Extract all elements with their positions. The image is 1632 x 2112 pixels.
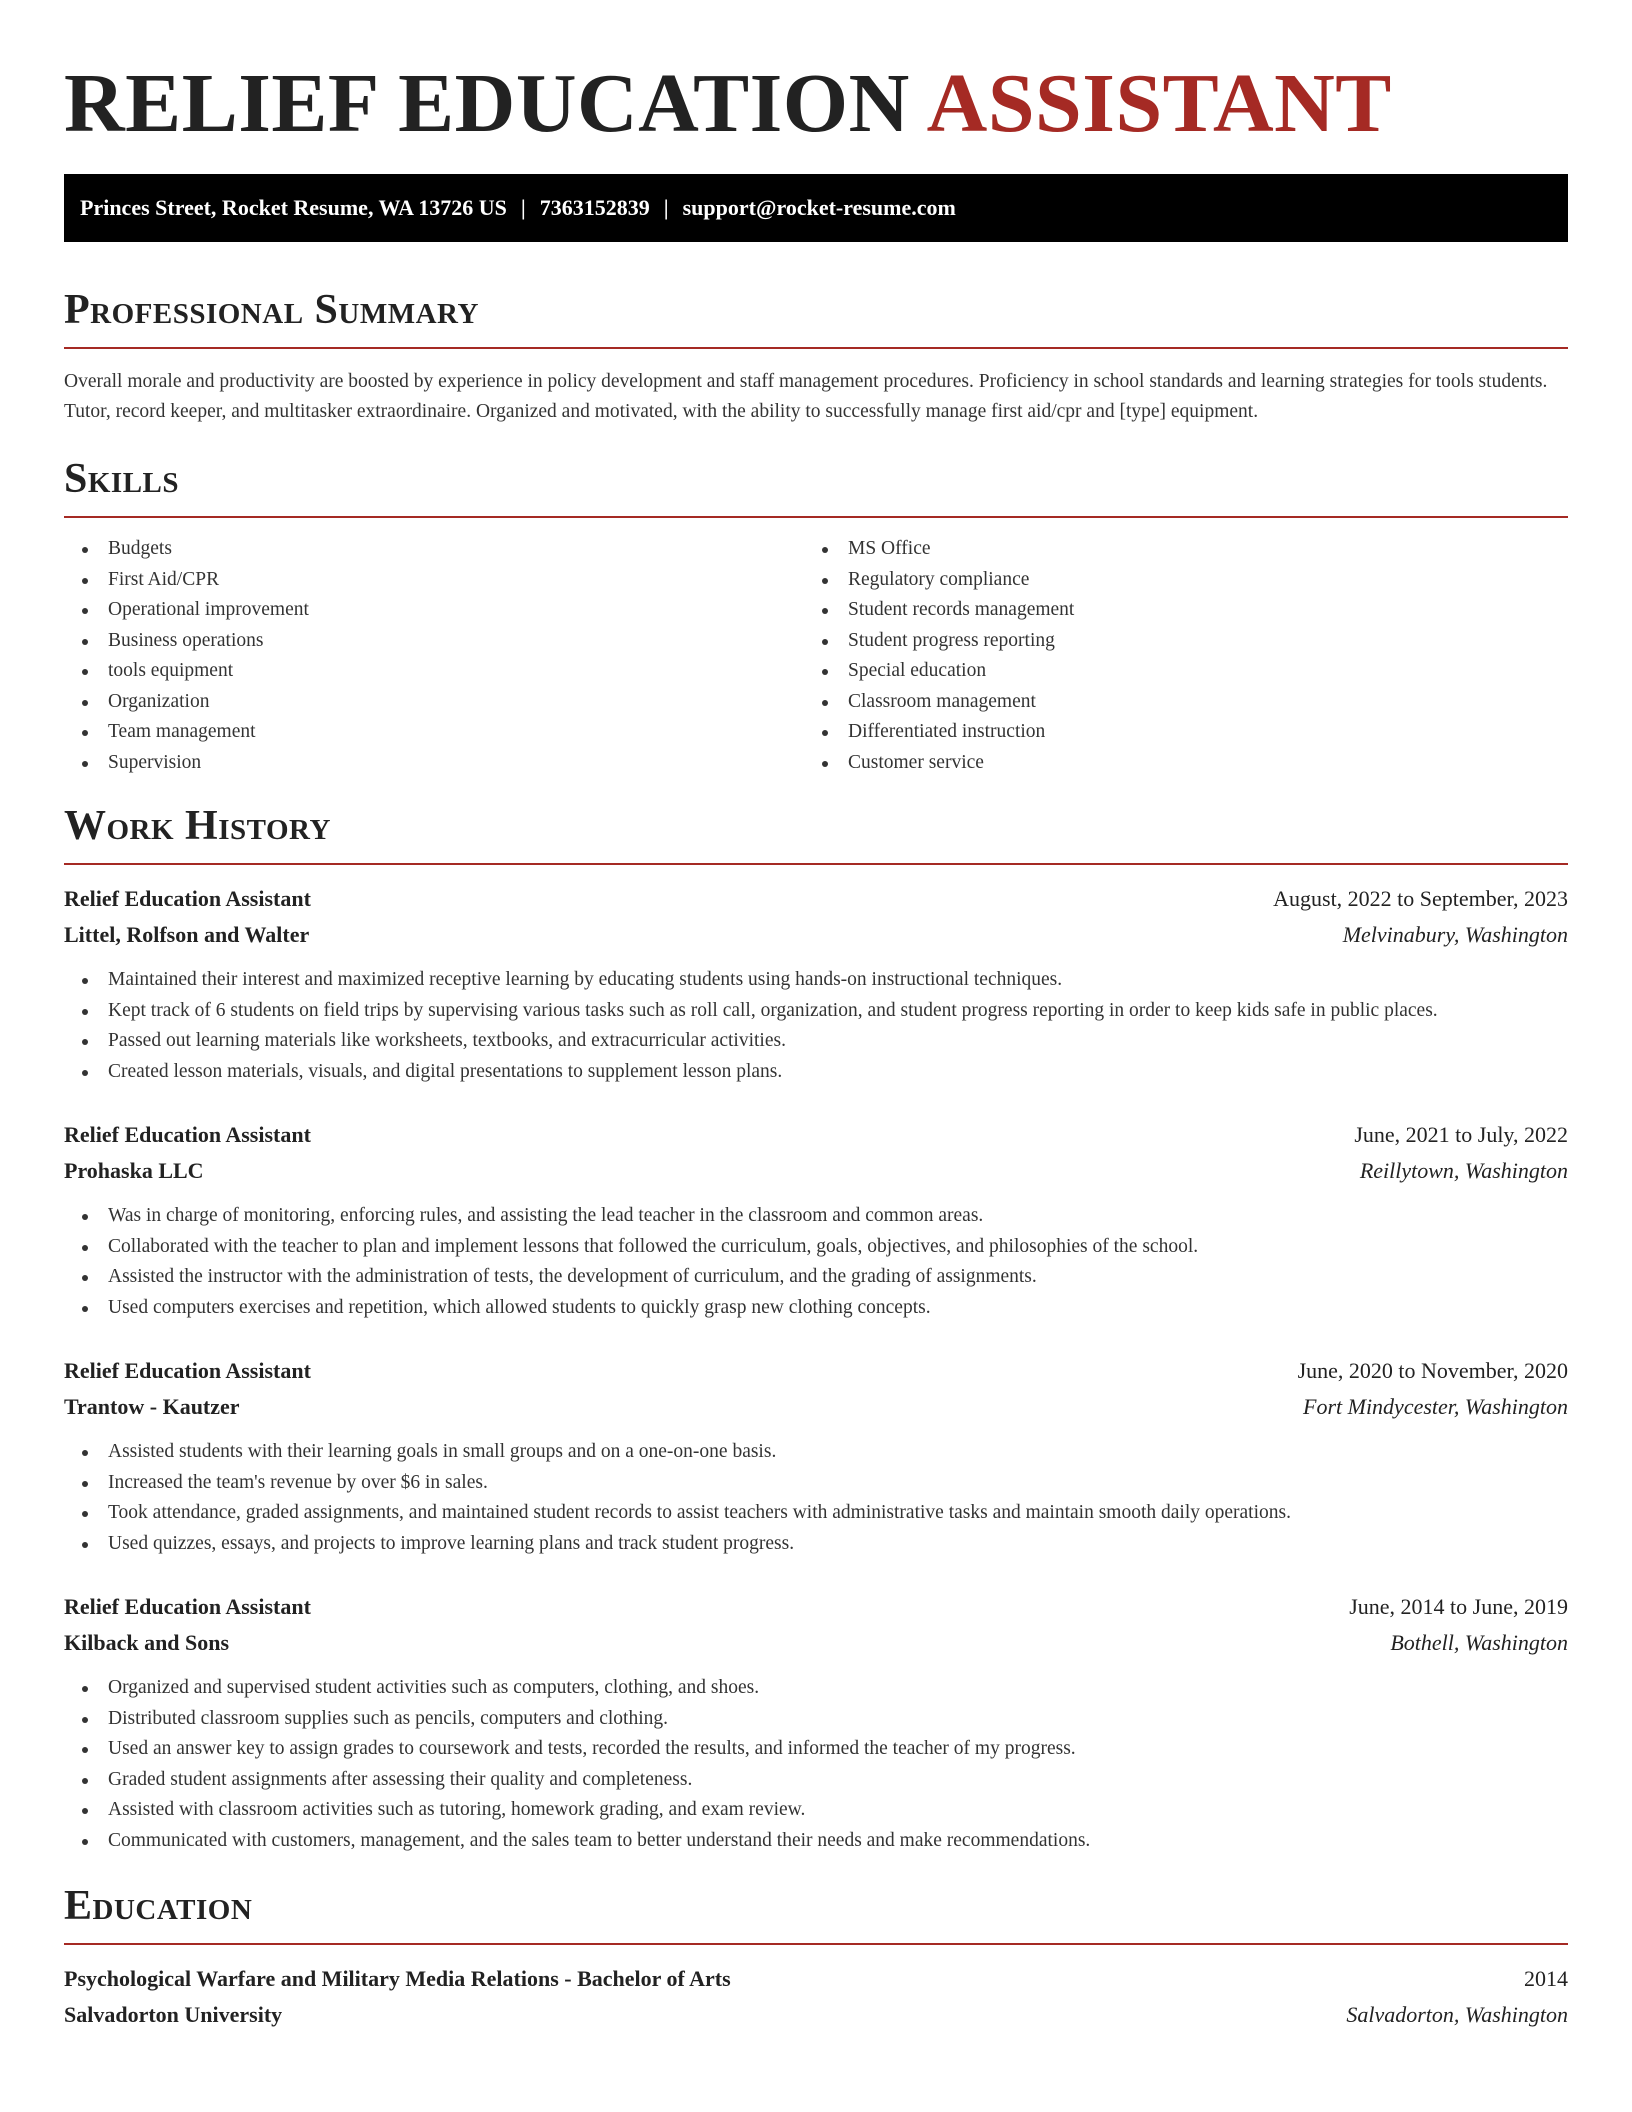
job-bullet: Organized and supervised student activities such as computers, clothing, and shoes. <box>64 1673 1568 1704</box>
skill-item: First Aid/CPR <box>64 565 804 596</box>
job-bullets <box>64 1673 1568 1856</box>
job-bullet: Used computers exercises and repetition, which allowed students to quickly grasp new clothing concepts. <box>64 1293 1568 1324</box>
section-divider <box>64 516 1568 518</box>
job-bullet: Created lesson materials, visuals, and digital presentations to supplement lesson plans. <box>64 1057 1568 1088</box>
contact-phone: 7363152839 <box>539 195 650 220</box>
job-bullet: Took attendance, graded assignments, and maintained student records to assist teachers with administrative tasks and maintain smooth daily operations. <box>64 1498 1568 1529</box>
summary-section <box>64 284 1568 427</box>
job-subheader-row <box>64 917 1568 953</box>
resume-page <box>64 0 1568 2033</box>
school-name: Salvadorton University <box>64 2002 283 2027</box>
job-dates: August, 2022 to September, 2023 <box>1273 886 1568 911</box>
work-history-heading: Work History <box>64 803 331 849</box>
job-bullet: Used an answer key to assign grades to coursework and tests, recorded the results, and informed the teacher of my progress. <box>64 1734 1568 1765</box>
job-company: Prohaska LLC <box>64 1158 204 1183</box>
job-subheader-row <box>64 1389 1568 1425</box>
skill-item: Budgets <box>64 534 804 565</box>
skills-left-list <box>64 534 804 778</box>
job-bullet: Was in charge of monitoring, enforcing rules, and assisting the lead teacher in the classroom and common areas. <box>64 1201 1568 1232</box>
job-header-row <box>64 1117 1568 1153</box>
skills-right-list <box>804 534 1544 778</box>
skill-item: Team management <box>64 717 804 748</box>
job-title: Relief Education Assistant <box>64 1122 311 1147</box>
resume-title <box>64 0 1568 150</box>
section-divider <box>64 1943 1568 1945</box>
section-divider <box>64 347 1568 349</box>
skill-item: tools equipment <box>64 656 804 687</box>
job-entry <box>64 1353 1568 1559</box>
job-subheader-row <box>64 1625 1568 1661</box>
job-dates: June, 2014 to June, 2019 <box>1349 1594 1568 1619</box>
job-dates: June, 2021 to July, 2022 <box>1354 1122 1568 1147</box>
job-title: Relief Education Assistant <box>64 1594 311 1619</box>
job-bullet: Passed out learning materials like worksheets, textbooks, and extracurricular activities. <box>64 1026 1568 1057</box>
school-location: Salvadorton, Washington <box>1346 2002 1568 2027</box>
job-bullet: Used quizzes, essays, and projects to improve learning plans and track student progress. <box>64 1529 1568 1560</box>
job-header-row <box>64 881 1568 917</box>
skill-item: Student progress reporting <box>804 626 1544 657</box>
job-bullet: Increased the team's revenue by over $6 in sales. <box>64 1468 1568 1499</box>
job-entry <box>64 1117 1568 1323</box>
skill-item: Differentiated instruction <box>804 717 1544 748</box>
job-bullet: Distributed classroom supplies such as pencils, computers and clothing. <box>64 1704 1568 1735</box>
degree-title: Psychological Warfare and Military Media Relations - Bachelor of Arts <box>64 1966 731 1991</box>
skill-item: Classroom management <box>804 687 1544 718</box>
job-location: Reillytown, Washington <box>1359 1158 1568 1183</box>
skill-item: Special education <box>804 656 1544 687</box>
skill-item: Regulatory compliance <box>804 565 1544 596</box>
contact-address: Princes Street, Rocket Resume, WA 13726 US <box>80 195 507 220</box>
work-history-section <box>64 800 1568 1856</box>
skill-item: Supervision <box>64 748 804 779</box>
job-bullet: Assisted students with their learning goals in small groups and on a one-on-one basis. <box>64 1437 1568 1468</box>
job-company: Littel, Rolfson and Walter <box>64 922 310 947</box>
education-heading: Education <box>64 1883 253 1929</box>
job-location: Melvinabury, Washington <box>1342 922 1568 947</box>
job-entry <box>64 1589 1568 1856</box>
skills-heading: Skills <box>64 456 180 502</box>
job-bullets <box>64 965 1568 1087</box>
title-main: RELIEF EDUCATION <box>64 57 910 150</box>
job-header-row <box>64 1353 1568 1389</box>
skill-item: Organization <box>64 687 804 718</box>
job-subheader-row <box>64 1153 1568 1189</box>
skill-item: Student records management <box>804 595 1544 626</box>
education-subheader-row <box>64 1997 1568 2033</box>
skill-item: Operational improvement <box>64 595 804 626</box>
graduation-year: 2014 <box>1524 1966 1568 1991</box>
job-bullet: Graded student assignments after assessing their quality and completeness. <box>64 1765 1568 1796</box>
contact-separator: | <box>520 195 526 220</box>
contact-separator: | <box>663 195 669 220</box>
skill-item: Customer service <box>804 748 1544 779</box>
job-bullet: Communicated with customers, management, and the sales team to better understand their needs and make recommendations. <box>64 1826 1568 1857</box>
education-header-row <box>64 1961 1568 1997</box>
job-bullet: Collaborated with the teacher to plan and implement lessons that followed the curriculum, goals, objectives, and philosophies of the school. <box>64 1232 1568 1263</box>
job-location: Bothell, Washington <box>1390 1630 1568 1655</box>
job-bullet: Kept track of 6 students on field trips by supervising various tasks such as roll call, organization, and student progress reporting in order to keep kids safe in public places. <box>64 996 1568 1027</box>
title-accent: ASSISTANT <box>926 57 1392 150</box>
job-title: Relief Education Assistant <box>64 886 311 911</box>
summary-heading: Professional Summary <box>64 287 479 333</box>
job-header-row <box>64 1589 1568 1625</box>
job-bullets <box>64 1437 1568 1559</box>
skills-columns <box>64 534 1568 778</box>
skills-section <box>64 453 1568 778</box>
job-bullet: Assisted the instructor with the administration of tests, the development of curriculum, and the grading of assignments. <box>64 1262 1568 1293</box>
job-company: Trantow - Kautzer <box>64 1394 240 1419</box>
job-company: Kilback and Sons <box>64 1630 230 1655</box>
education-section <box>64 1880 1568 2033</box>
job-bullet: Assisted with classroom activities such as tutoring, homework grading, and exam review. <box>64 1795 1568 1826</box>
job-dates: June, 2020 to November, 2020 <box>1297 1358 1568 1383</box>
job-entry <box>64 881 1568 1087</box>
contact-bar <box>64 174 1568 242</box>
education-entry <box>64 1961 1568 2033</box>
contact-email: support@rocket-resume.com <box>682 195 956 220</box>
section-divider <box>64 863 1568 865</box>
job-bullets <box>64 1201 1568 1323</box>
skill-item: MS Office <box>804 534 1544 565</box>
job-title: Relief Education Assistant <box>64 1358 311 1383</box>
job-location: Fort Mindycester, Washington <box>1303 1394 1568 1419</box>
skill-item: Business operations <box>64 626 804 657</box>
summary-text: Overall morale and productivity are boosted by experience in policy development and staff management procedures. Proficiency in school standards and learning strategies for tools students. Tutor, record keeper, and multitasker extraordinaire. Organized and motivated, with the ability to successfully manage first aid/cpr and [type] equipment. <box>64 371 1548 422</box>
job-bullet: Maintained their interest and maximized receptive learning by educating students using hands-on instructional techniques. <box>64 965 1568 996</box>
